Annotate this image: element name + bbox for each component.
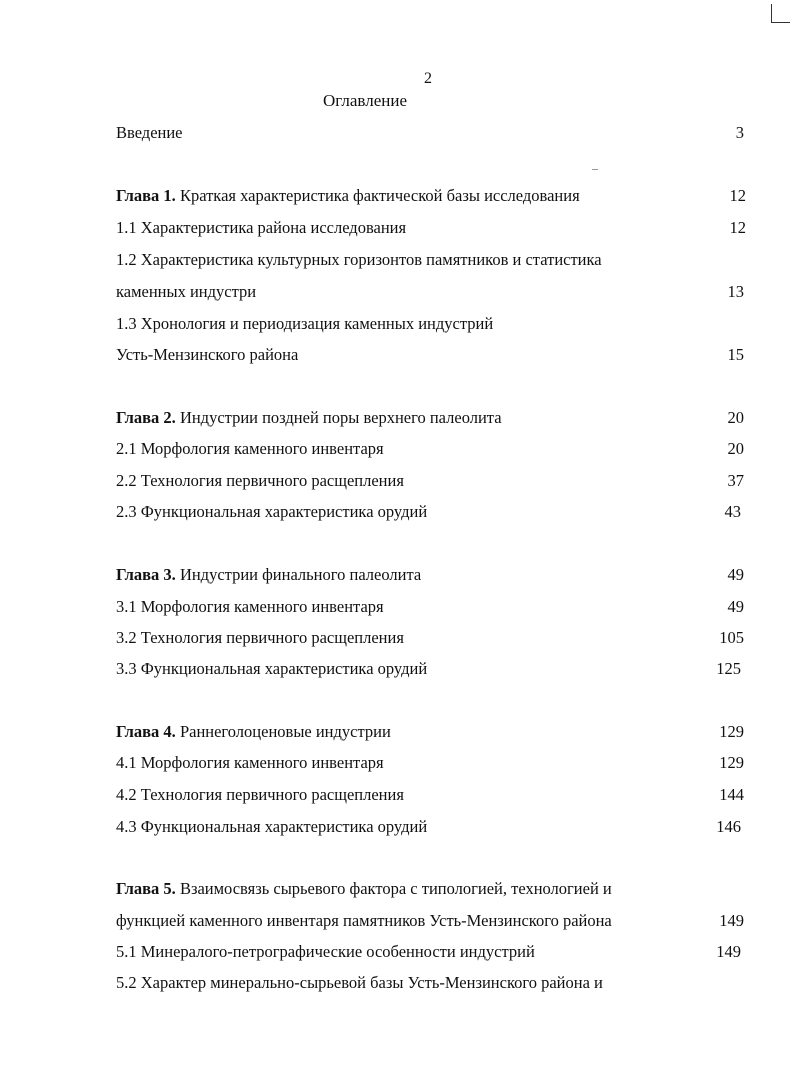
chapter-4-title: Раннеголоценовые индустрии [175, 722, 391, 741]
toc-section-1-3-line1: 1.3 Хронология и периодизация каменных индустрий [116, 314, 494, 333]
toc-page-4-3: 146 [716, 817, 741, 836]
toc-chapter-3 [116, 565, 421, 585]
toc-title: Оглавление [323, 91, 407, 110]
chapter-3-label: Глава 3. [116, 565, 176, 584]
toc-page-4-2: 144 [719, 785, 744, 804]
toc-section-2-3: 2.3 Функциональная характеристика орудий [116, 502, 428, 521]
toc-section-4-3: 4.3 Функциональная характеристика орудий [116, 817, 428, 836]
toc-page-chapter-4: 129 [719, 722, 744, 741]
toc-page-chapter-1: 12 [729, 186, 746, 205]
toc-page-2-1: 20 [727, 439, 744, 458]
toc-section-4-2: 4.2 Технология первичного расщепления [116, 785, 404, 804]
toc-page-intro: 3 [735, 123, 744, 142]
toc-section-3-1: 3.1 Морфология каменного инвентаря [116, 597, 384, 616]
toc-section-1-1: 1.1 Характеристика района исследования [116, 218, 407, 237]
toc-chapter-1 [116, 186, 580, 206]
toc-page-5-1: 149 [716, 942, 741, 961]
toc-entry-intro: Введение [116, 123, 183, 142]
chapter-5-label: Глава 5. [116, 879, 176, 898]
toc-section-1-3-line2: Усть-Мензинского района [116, 345, 299, 364]
toc-page-3-3: 125 [716, 659, 741, 678]
toc-page-1-3: 15 [727, 345, 744, 364]
toc-page-2-3: 43 [724, 502, 741, 521]
toc-section-2-2: 2.2 Технология первичного расщепления [116, 471, 404, 490]
toc-section-2-1: 2.1 Морфология каменного инвентаря [116, 439, 384, 458]
toc-page-2-2: 37 [727, 471, 744, 490]
toc-page-chapter-5: 149 [719, 911, 744, 930]
chapter-1-title: Краткая характеристика фактической базы исследования [175, 186, 580, 205]
toc-chapter-4 [116, 722, 391, 742]
chapter-2-label: Глава 2. [116, 408, 176, 427]
toc-page-1-2: 13 [727, 282, 744, 301]
chapter-3-title: Индустрии финального палеолита [175, 565, 422, 584]
toc-section-5-1: 5.1 Минералого-петрографические особенности индустрий [116, 942, 535, 961]
toc-section-3-3: 3.3 Функциональная характеристика орудий [116, 659, 428, 678]
toc-section-5-2: 5.2 Характер минерально-сырьевой базы Усть-Мензинского района и [116, 973, 603, 992]
toc-chapter-5-line2: функцией каменного инвентаря памятников Усть-Мензинского района [116, 911, 612, 930]
toc-section-3-2: 3.2 Технология первичного расщепления [116, 628, 404, 647]
toc-page-chapter-3: 49 [727, 565, 744, 584]
chapter-1-label: Глава 1. [116, 186, 176, 205]
toc-section-4-1: 4.1 Морфология каменного инвентаря [116, 753, 384, 772]
corner-crop-mark [771, 4, 790, 23]
chapter-2-title: Индустрии поздней поры верхнего палеолита [175, 408, 502, 427]
toc-section-1-2-line2: каменных индустри [116, 282, 257, 301]
toc-page-3-1: 49 [727, 597, 744, 616]
toc-page-4-1: 129 [719, 753, 744, 772]
chapter-5-title-line1: Взаимосвязь сырьевого фактора с типологией, технологией и [175, 879, 612, 898]
page-number: 2 [424, 70, 432, 87]
toc-page-3-2: 105 [719, 628, 744, 647]
toc-page-1-1: 12 [729, 218, 746, 237]
toc-chapter-5-line1 [116, 879, 612, 899]
chapter-4-label: Глава 4. [116, 722, 176, 741]
toc-chapter-2 [116, 408, 502, 428]
toc-section-1-2-line1: 1.2 Характеристика культурных горизонтов памятников и статистика [116, 250, 602, 269]
scan-speck [592, 169, 598, 170]
toc-page-chapter-2: 20 [727, 408, 744, 427]
